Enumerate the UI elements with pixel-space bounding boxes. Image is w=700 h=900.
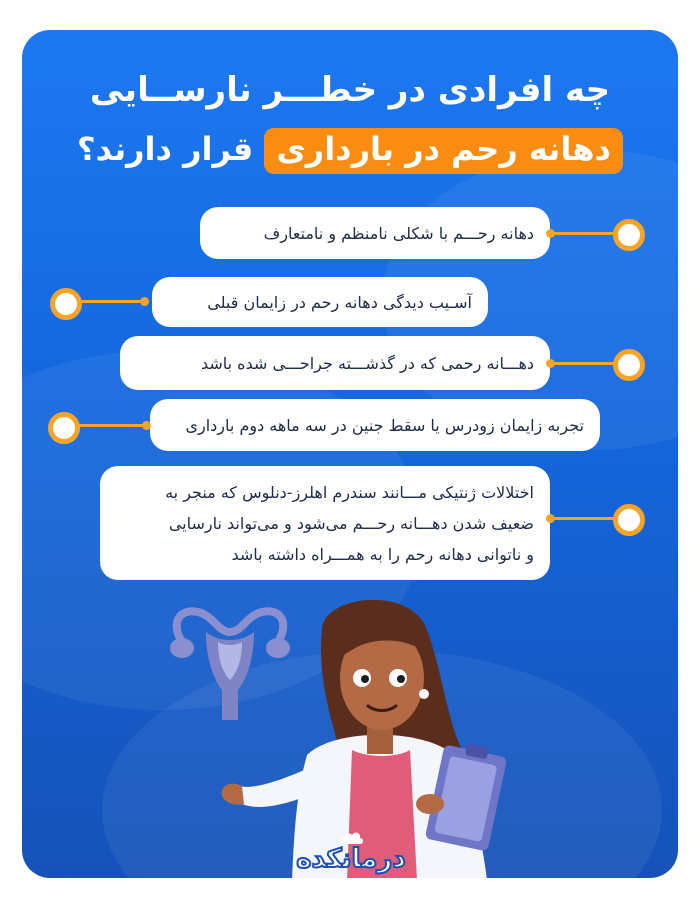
logo-text: درمانکده bbox=[296, 844, 406, 874]
list-item-text: دهانه رحـــم با شکلی نامنظم و نامتعارف bbox=[263, 223, 534, 243]
connector-dot bbox=[142, 421, 151, 430]
connector-dot bbox=[140, 297, 149, 306]
list-item-line: و ناتوانی دهانه رحم را به همـــراه داشته باشد bbox=[231, 544, 534, 564]
brand-logo bbox=[277, 838, 425, 878]
connector-line bbox=[80, 300, 146, 303]
connector-line bbox=[552, 517, 618, 520]
list-item bbox=[152, 277, 488, 327]
connector-line bbox=[552, 362, 618, 365]
list-item-line: ضعیف شدن دهـــانه رحـــم می‌شود و می‌تواند نارسایی bbox=[168, 513, 534, 533]
title-rest: قرار دارند؟ bbox=[77, 130, 254, 168]
list-item bbox=[200, 207, 550, 259]
list-item-text: تجربه زایمان زودرس یا سقط جنین در سه ماهه دوم بارداری bbox=[185, 415, 584, 435]
page-title-line2 bbox=[22, 130, 678, 168]
connector-ring-icon bbox=[613, 349, 645, 381]
list-item-text: آسـیب دیدگی دهانه رحم در زایمان قبلی bbox=[207, 292, 472, 312]
connector-line bbox=[552, 232, 618, 235]
list-item-text: دهـــانه رحمی که در گذشـــته جراحـــی شده باشد bbox=[200, 353, 534, 373]
list-item bbox=[120, 336, 550, 390]
connector-ring-icon bbox=[613, 504, 645, 536]
infographic-card bbox=[22, 30, 678, 878]
list-item-line: اختلالات ژنتیکی مـــانند سندرم اهلرز-دنلوس که منجر به bbox=[165, 482, 534, 502]
connector-ring-icon bbox=[50, 288, 82, 320]
connector-ring-icon bbox=[48, 412, 80, 444]
list-item bbox=[150, 399, 600, 451]
connector-line bbox=[78, 424, 146, 427]
connector-ring-icon bbox=[613, 219, 645, 251]
list-item bbox=[100, 466, 550, 580]
page-title-line1: چه افرادی در خطـــر نارســایی bbox=[89, 70, 611, 110]
title-highlight: دهانه رحم در بارداری bbox=[264, 128, 622, 174]
